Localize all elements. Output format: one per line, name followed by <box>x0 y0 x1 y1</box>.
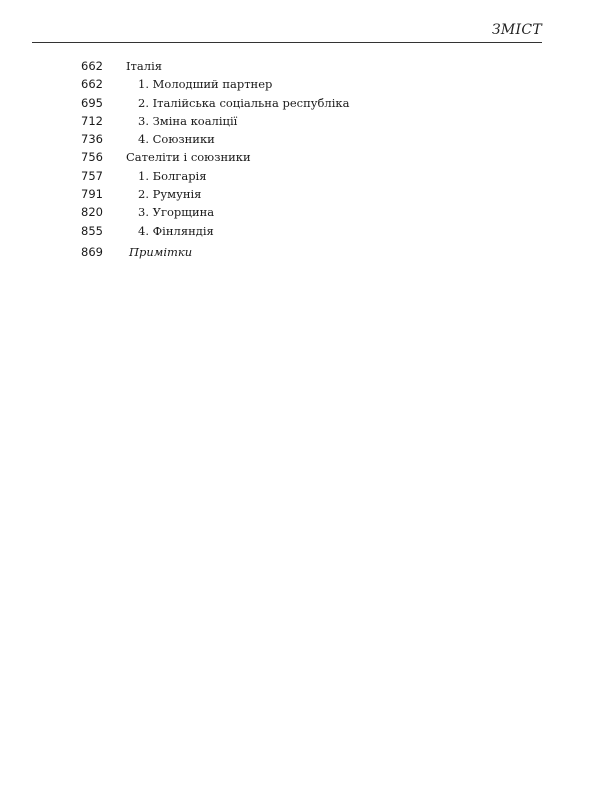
toc-entry-bulgaria <box>0 169 600 187</box>
toc-entry-title: 2. Румунія <box>138 187 202 202</box>
toc-page-number: 757 <box>81 168 103 183</box>
toc-page-number: 712 <box>81 113 103 128</box>
toc-page-number: 662 <box>81 77 103 92</box>
toc-entry-junior-partner <box>0 77 600 95</box>
toc-entry-allies <box>0 132 600 150</box>
toc-entry-notes <box>0 245 600 263</box>
toc-page-number: 756 <box>81 150 103 165</box>
toc-entry-title: 3. Зміна коаліції <box>138 113 238 128</box>
toc-entry-title: 4. Фінляндія <box>138 223 214 238</box>
toc-entry-title: 1. Болгарія <box>138 168 207 183</box>
toc-entry-title: Сателіти і союзники <box>126 150 251 165</box>
header-rule <box>32 42 542 43</box>
page-header-title: ЗМІСТ <box>491 22 542 38</box>
toc-page-number: 695 <box>81 95 103 110</box>
toc-page-number: 791 <box>81 187 103 202</box>
toc-entry-title: 4. Союзники <box>138 132 215 147</box>
toc-entry-italy <box>0 59 600 77</box>
toc-entry-hungary <box>0 205 600 223</box>
toc-entry-title: Примітки <box>129 244 193 259</box>
table-of-contents <box>0 59 600 263</box>
toc-entry-title: 2. Італійська соціальна республіка <box>138 95 350 110</box>
toc-entry-title: 1. Молодший партнер <box>138 77 273 92</box>
toc-entry-satellites-and-allies <box>0 150 600 168</box>
toc-entry-romania <box>0 187 600 205</box>
toc-page-number: 855 <box>81 223 103 238</box>
toc-page-number: 662 <box>81 59 103 73</box>
toc-entry-title: Італія <box>126 59 162 73</box>
toc-entry-title: 3. Угорщина <box>138 205 215 220</box>
toc-entry-finland <box>0 224 600 242</box>
toc-entry-coalition-change <box>0 114 600 132</box>
toc-page-number: 869 <box>81 244 103 259</box>
toc-entry-italian-social-republic <box>0 96 600 114</box>
toc-page-number: 820 <box>81 205 103 220</box>
toc-page-number: 736 <box>81 132 103 147</box>
